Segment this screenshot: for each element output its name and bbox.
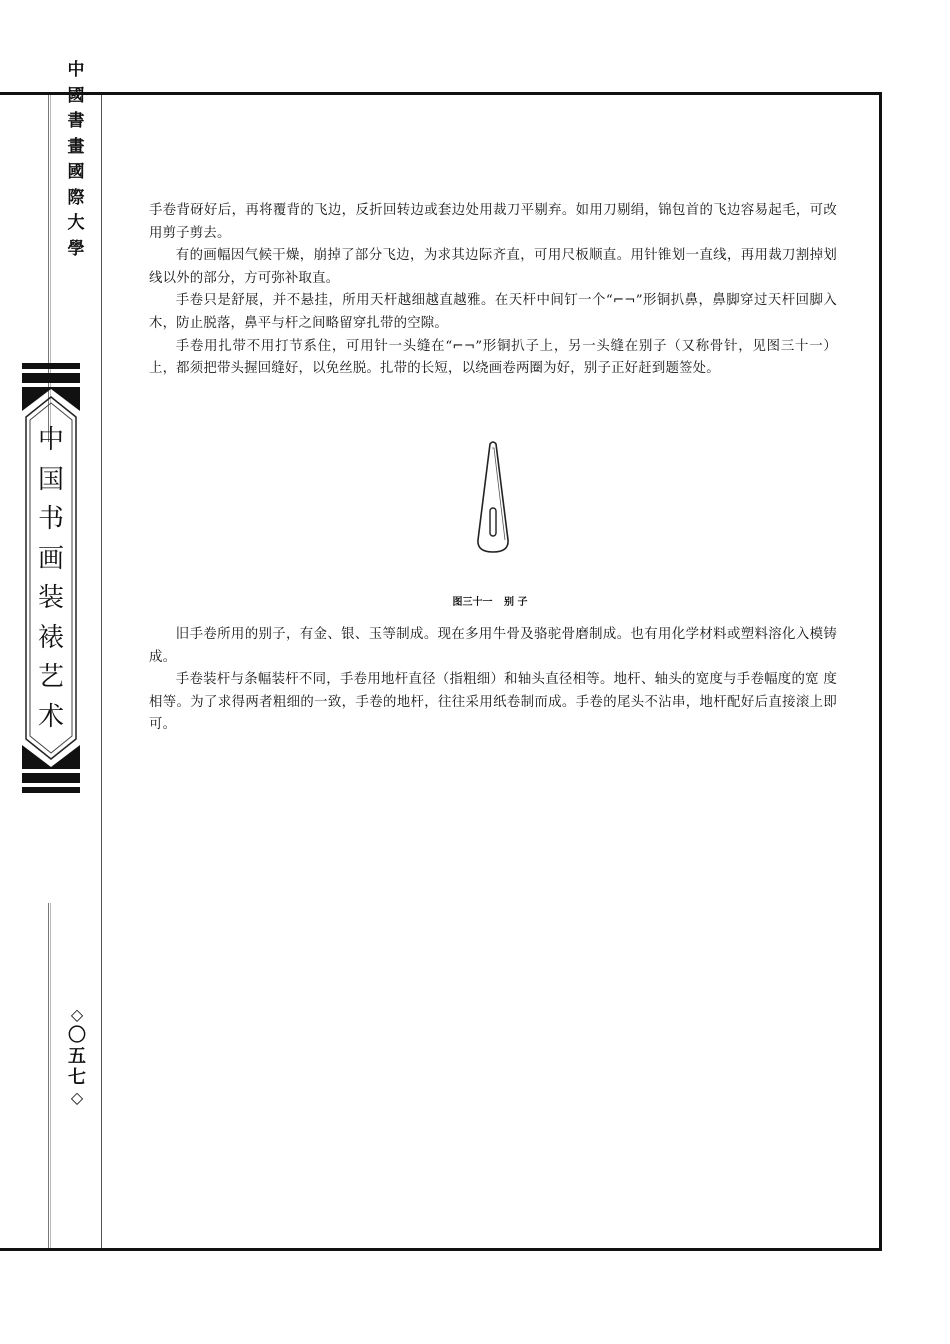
- paragraph: 旧手卷所用的别子，有金、银、玉等制成。现在多用牛骨及骆驼骨磨制成。也有用化学材料或塑料溶化入模铸成。: [149, 627, 837, 665]
- book-title-char: 中: [37, 425, 64, 455]
- book-title-char: 艺: [37, 662, 64, 692]
- figure-caption-name: 别 子: [504, 597, 528, 608]
- band-bar: [22, 363, 80, 369]
- frame-inner-line: [101, 95, 102, 1248]
- publisher-char: 學: [67, 238, 85, 259]
- rail-line: [50, 903, 51, 1248]
- book-vertical-title: [22, 421, 80, 737]
- book-title-char: 裱: [37, 622, 64, 653]
- bone-pin-drawing: [468, 440, 518, 560]
- rail-line: [48, 903, 49, 1248]
- book-title-char: 术: [37, 701, 64, 732]
- page-number-digit: 七: [68, 1067, 86, 1088]
- paragraph: 有的画幅因气候干燥，崩掉了部分飞边，为求其边际齐直，可用尺板顺直。用针锥划一直线，再用裁刀割掉划线以外的部分，方可弥补取直。: [149, 248, 837, 286]
- publisher-char: 大: [67, 213, 85, 233]
- band-bar: [22, 787, 80, 793]
- book-title-char: 国: [37, 464, 64, 495]
- band-bar: [22, 773, 80, 783]
- book-title-cartouche: [22, 387, 80, 769]
- figure-caption: [420, 593, 560, 608]
- publisher-char: 畫: [67, 136, 85, 157]
- paragraph: 手卷装杆与条幅装杆不同，手卷用地杆直径（指粗细）和轴头直径相等。地杆、轴头的宽度与手卷幅度的宽 度相等。为了求得两者粗细的一致，手卷的地杆，往往采用纸卷制而成。手卷的尾头不沾串，地杆配好后直接滚上即可。: [149, 672, 837, 733]
- page-number-digit: 〇: [68, 1025, 86, 1046]
- body-text-bottom: [149, 624, 837, 737]
- book-title-band: [22, 363, 80, 793]
- publisher-char: 中: [67, 60, 85, 80]
- page-number: [62, 1005, 92, 1108]
- book-title-char: 装: [37, 583, 64, 613]
- publisher-vertical-title: [63, 58, 89, 262]
- diamond-icon: ◇: [70, 1005, 84, 1024]
- band-bar: [22, 373, 80, 383]
- publisher-char: 際: [67, 187, 85, 208]
- figure-caption-number: 图三十一: [452, 597, 493, 608]
- book-title-char: 书: [37, 504, 64, 534]
- paragraph: 手卷背砑好后，再将覆背的飞边，反折回转边或套边处用裁刀平剔弃。如用刀剔绢，锦包首的飞边容易起毛，可改用剪子剪去。: [149, 203, 837, 241]
- book-title-char: 画: [37, 543, 64, 574]
- paragraph: 手卷用扎带不用打节系住，可用针一头缝在“⌐¬”形铜扒子上，另一头缝在别子（又称骨针，见图三十一）上，都须把带头握回缝好，以免丝脱。扎带的长短，以绕画卷两圈为好，别子正好赶到题签处。: [149, 338, 837, 377]
- diamond-icon: ◇: [70, 1088, 84, 1107]
- publisher-char: 國: [67, 162, 85, 182]
- publisher-char: 書: [67, 111, 85, 131]
- paragraph: 手卷只是舒展，并不悬挂，所用天杆越细越直越雅。在天杆中间钉一个“⌐¬”形铜扒鼻，鼻脚穿过天杆回脚入木，防止脱落，鼻平与杆之间略留穿扎带的空隙。: [149, 293, 837, 331]
- bone-pin-illustration: [468, 440, 518, 560]
- publisher-char: 國: [67, 85, 85, 106]
- body-text-top: [149, 200, 837, 381]
- page-number-digit: 五: [68, 1046, 86, 1067]
